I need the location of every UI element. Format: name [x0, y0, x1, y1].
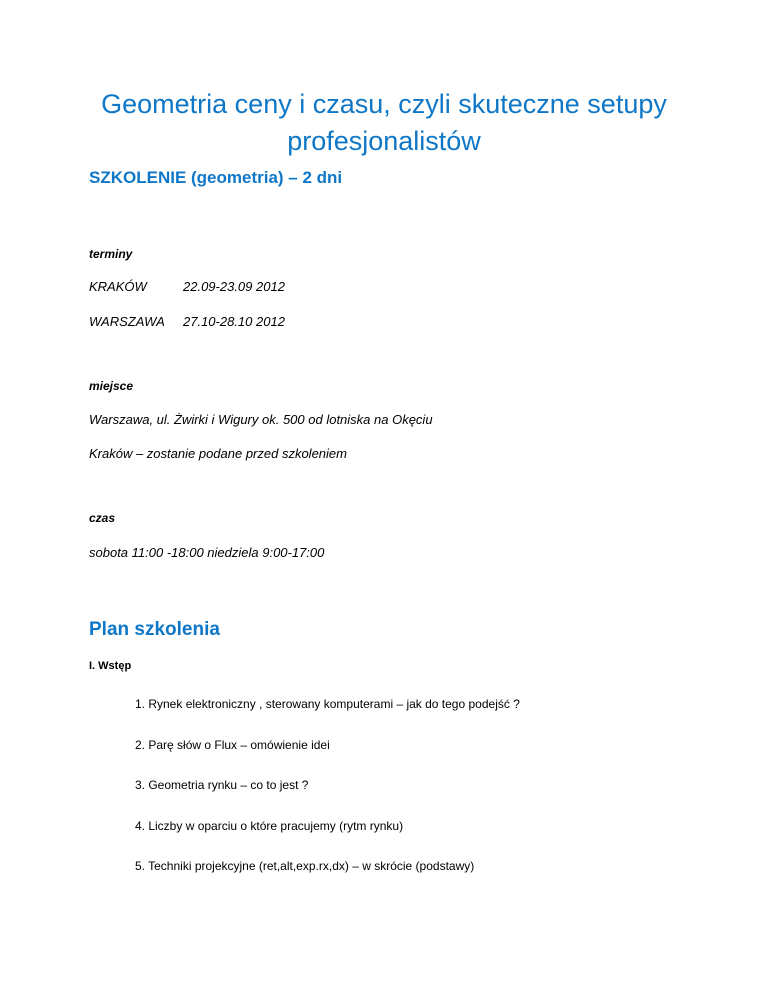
term-dates: 22.09-23.09 2012: [183, 279, 285, 294]
place-line: Kraków – zostanie podane przed szkoleniem: [89, 446, 347, 461]
term-city: WARSZAWA: [89, 314, 165, 329]
time-line: sobota 11:00 -18:00 niedziela 9:00-17:00: [89, 545, 325, 560]
plan-item: 1. Rynek elektroniczny , sterowany komputerami – jak do tego podejść ?: [135, 697, 520, 711]
document-title: Geometria ceny i czasu, czyli skuteczne setupy profesjonalistów: [101, 89, 667, 156]
plan-heading: Plan szkolenia: [89, 619, 220, 640]
plan-item: 3. Geometria rynku – co to jest ?: [135, 778, 309, 792]
term-row: [89, 314, 285, 329]
term-dates: 27.10-28.10 2012: [183, 314, 285, 329]
plan-item: 2. Parę słów o Flux – omówienie idei: [135, 738, 330, 752]
place-line: Warszawa, ul. Żwirki i Wigury ok. 500 od lotniska na Okęciu: [89, 412, 433, 427]
training-subtitle: SZKOLENIE (geometria) – 2 dni: [89, 168, 343, 187]
plan-section-label: I. Wstęp: [89, 660, 132, 672]
terms-label: terminy: [89, 247, 133, 261]
place-label: miejsce: [89, 379, 134, 393]
plan-item: 4. Liczby w oparciu o które pracujemy (rytm rynku): [135, 819, 404, 833]
term-city: KRAKÓW: [89, 279, 147, 294]
term-row: [89, 279, 285, 294]
plan-item: 5. Techniki projekcyjne (ret,alt,exp.rx,dx) – w skrócie (podstawy): [135, 859, 475, 873]
time-label: czas: [89, 511, 116, 525]
